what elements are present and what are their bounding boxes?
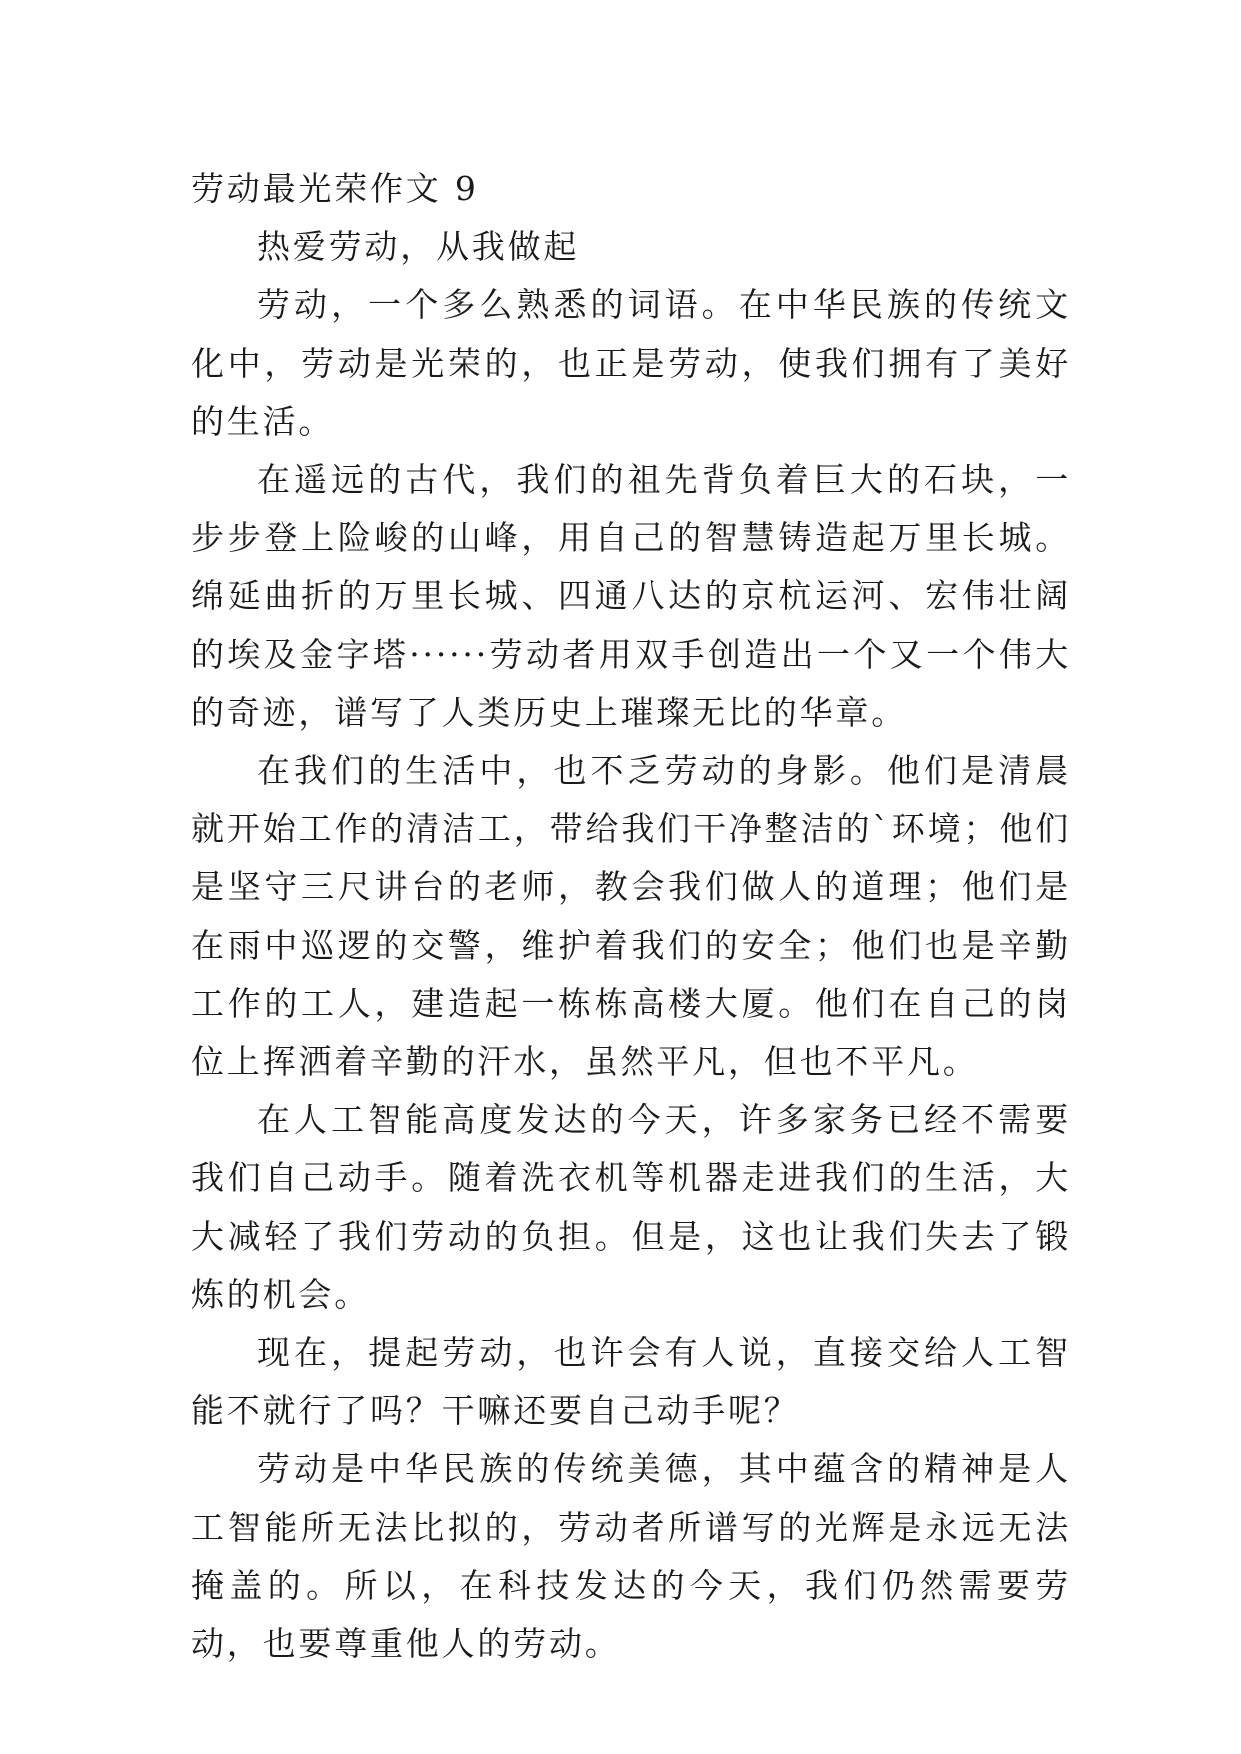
paragraph-1: 劳动，一个多么熟悉的词语。在中华民族的传统文化中，劳动是光荣的，也正是劳动，使我们拥有了美好的生活。 <box>191 285 1071 441</box>
essay-title: 劳动最光荣作文 9 <box>191 169 479 208</box>
essay-body <box>191 160 1071 1673</box>
paragraph-3: 在我们的生活中，也不乏劳动的身影。他们是清晨就开始工作的清洁工，带给我们干净整洁的`环境；他们是坚守三尺讲台的老师，教会我们做人的道理；他们是在雨中巡逻的交警，维护着我们的安全；他们也是辛勤工作的工人，建造起一栋栋高楼大厦。他们在自己的岗位上挥洒着辛勤的汗水，虽然平凡，但也不平凡。 <box>191 751 1071 1082</box>
paragraph-4: 在人工智能高度发达的今天，许多家务已经不需要我们自己动手。随着洗衣机等机器走进我们的生活，大大减轻了我们劳动的负担。但是，这也让我们失去了锻炼的机会。 <box>191 1100 1071 1314</box>
paragraph-2: 在遥远的古代，我们的祖先背负着巨大的石块，一步步登上险峻的山峰，用自己的智慧铸造起万里长城。绵延曲折的万里长城、四通八达的京杭运河、宏伟壮阔的埃及金字塔······劳动者用双手创造出一个又一个伟大的奇迹，谱写了人类历史上璀璨无比的华章。 <box>191 460 1071 732</box>
essay-subtitle: 热爱劳动，从我做起 <box>257 227 580 267</box>
paragraph-5: 现在，提起劳动，也许会有人说，直接交给人工智能不就行了吗？干嘛还要自己动手呢？ <box>191 1333 1071 1431</box>
paragraph-6: 劳动是中华民族的传统美德，其中蕴含的精神是人工智能所无法比拟的，劳动者所谱写的光辉是永远无法掩盖的。所以，在科技发达的今天，我们仍然需要劳动，也要尊重他人的劳动。 <box>191 1449 1071 1664</box>
